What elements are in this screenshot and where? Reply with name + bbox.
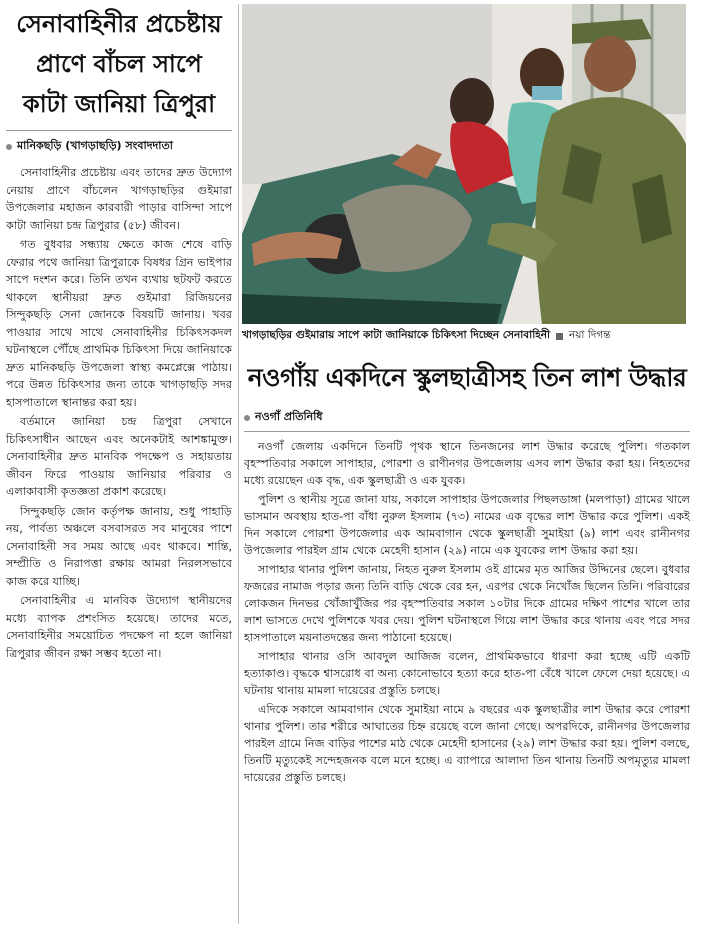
story2-paragraph: পুলিশ ও স্থানীয় সূত্রে জানা যায়, সকালে সাপাহার উপজেলার পিছলডাঙ্গা (মলপাড়া) গ্রামের খালে ভাসমান অবস্থায় হাত-পা বাঁধা নুরুল ইসলাম (৭৩) নামের এক বৃদ্ধের লাশ উদ্ধার করে পুলিশ। একই দিন সকালে পোরশা উপজেলার এক আমবাগান থেকে স্কুলছাত্রী সুমাইয়া (৯) লাশ এবং রানীনগর উপজেলার পারইল গ্রাম থেকে মেহেদী হাসান (২৯) নামে এক যুবকের লাশ উদ্ধার করা হয়।: [244, 493, 690, 557]
bullet-icon: [244, 415, 250, 421]
story1-paragraph: বর্তমানে জানিয়া চন্দ্র ত্রিপুরা সেখানে চিকিৎসাধীন আছেন এবং অনেকটাই আশঙ্কামুক্ত। সেনাবাহিনীর দ্রুত মানবিক পদক্ষেপ ও সহায়তায় জীবন ফিরে পাওয়ায় জানিয়ার পরিবার ও এলাকাবাসী কৃতজ্ঞতা প্রকাশ করেছে।: [6, 415, 232, 498]
bullet-icon: [6, 144, 12, 150]
story2-byline-text: নওগাঁ প্রতিনিধি: [255, 410, 323, 423]
story1-byline: [6, 137, 232, 156]
column-divider: [238, 4, 239, 924]
story1-rule: [6, 130, 232, 131]
story2-byline: [244, 408, 690, 427]
story2-column: [244, 360, 690, 788]
story1-headline: [6, 4, 232, 124]
story2-rule: [244, 431, 690, 432]
story2-paragraph: সাপাহার থানার পুলিশ জানায়, নিহত নুরুল ইসলাম ওই গ্রামের মৃত আজির উদ্দিনের ছেলে। বুধবার ফজরের নামাজ পড়ার জন্য তিনি বাড়ি থেকে বের হন, এরপর থেকে নিখোঁজ ছিলেন তিনি। পরিবারের লোকজন দিনভর খোঁজাখুঁজির পর বৃহস্পতিবার সকাল ১০টার দিকে গ্রামের দক্ষিণ পাশের খালে তার লাশ ভাসতে দেখে পুলিশকে খবর দেয়। পুলিশ ঘটনাস্থলে গিয়ে লাশ উদ্ধার করে থানায় এবং পরে সদর হাসপাতালে ময়নাতদন্তের জন্য পাঠানো হয়েছে।: [244, 563, 690, 644]
story2-paragraph: সাপাহার থানার ওসি আবদুল আজিজ বলেন, প্রাথমিকভাবে ধারণা করা হচ্ছে এটি একটি হত্যাকাণ্ড। বৃদ্ধকে শ্বাসরোধ বা অন্য কোনোভাবে হত্যা করে হাত-পা বেঁধে খালে ফেলে দেয়া হয়েছে। এ ঘটনায় থানায় মামলা দায়েরের প্রস্তুতি চলছে।: [244, 650, 690, 697]
news-photo: [242, 4, 686, 324]
story2-headline: নওগাঁয় একদিনে স্কুলছাত্রীসহ তিন লাশ উদ্ধার: [247, 363, 687, 392]
story1-paragraph: সিন্দুকছড়ি জোন কর্তৃপক্ষ জানায়, শুধু পাহাড়ি নয়, পার্বত্য অঞ্চলে বসবাসরত সব মানুষের পাশে সেনাবাহিনী সব সময় আছে এবং থাকবে। শান্তি, সম্প্রীতি ও নিরাপত্তা রক্ষায় আমরা নিরলসভাবে কাজ করে যাচ্ছি।: [6, 504, 232, 588]
photo-caption: [242, 328, 692, 345]
story1-headline-line: সেনাবাহিনীর প্রচেষ্টায়: [16, 10, 222, 38]
story1-paragraph: সেনাবাহিনীর এ মানবিক উদ্যোগ স্থানীয়দের মধ্যে ব্যাপক প্রশংসিত হয়েছে। তাদের মতে, সেনাবাহিনীর সময়োচিত পদক্ষেপ না হলে জানিয়া ত্রিপুরার জীবন রক্ষা সম্ভব হতো না।: [6, 594, 232, 660]
photo-illustration: [242, 4, 686, 324]
story1-byline-text: মানিকছড়ি (খাগড়াছড়ি) সংবাদদাতা: [17, 139, 173, 152]
story2-paragraph: এদিকে সকালে আমবাগান থেকে সুমাইয়া নামে ৯ বছরের এক স্কুলছাত্রীর লাশ উদ্ধার করে পোরশা থানার পুলিশ। তার শরীরে আঘাতের চিহ্ন রয়েছে বলে জানা গেছে। অপরদিকে, রানীনগর উপজেলার পারইল গ্রামে নিজ বাড়ির পাশের মাঠ থেকে মেহেদী হাসানের (২৯) লাশ উদ্ধার করা হয়। পুলিশ বলছে, তিনটি মৃত্যুকেই সন্দেহজনক বলে মনে হচ্ছে। এ ব্যাপারে আলাদা তিন থানায় তিনটি অপমৃত্যুর মামলা দায়েরের প্রস্তুতি চলছে।: [244, 703, 690, 784]
story1-headline-line: কাটা জানিয়া ত্রিপুরা: [22, 90, 216, 118]
story2-paragraph: নওগাঁ জেলায় একদিনে তিনটি পৃথক স্থানে তিনজনের লাশ উদ্ধার করেছে পুলিশ। গতকাল বৃহস্পতিবার সকালে সাপাহার, পোরশা ও রাণীনগর উপজেলায় এসব লাশ উদ্ধার করা হয়। নিহতদের মধ্যে রয়েছেন এক বৃদ্ধ, এক স্কুলছাত্রী ও এক যুবক।: [244, 440, 690, 487]
photo-source: নয়া দিগন্ত: [568, 329, 611, 341]
square-bullet-icon: [556, 333, 563, 340]
story1-column: [6, 4, 232, 664]
story1-paragraph: গত বুধবার সন্ধ্যায় ক্ষেতে কাজ শেষে বাড়ি ফেরার পথে জানিয়া ত্রিপুরাকে বিষধর গ্রিন ভাইপার সাপে দংশন করে। তিনি তখন ব্যথায় ছটফট করতে থাকলে স্থানীয়রা দ্রুত গুইমারা রিজিয়নের সিন্দুকছড়ি সেনা জোনকে বিষয়টি জানায়। খবর পাওয়ার সাথে সাথে সেনাবাহিনীর চিকিৎসকদল ঘটনাস্থলে পৌঁছে প্রাথমিক চিকিৎসা দিয়ে জানিয়াকে দ্রুত মানিকছড়ি উপজেলা স্বাস্থ্য কমপ্লেক্সে পাঠায়। পরে উন্নত চিকিৎসার জন্য তাকে খাগড়াছড়ি সদর হাসপাতালে স্থানান্তর করা হয়।: [6, 238, 232, 409]
story1-headline-line: প্রাণে বাঁচল সাপে: [36, 50, 202, 78]
story1-paragraph: সেনাবাহিনীর প্রচেষ্টায় এবং তাদের দ্রুত উদ্যোগ নেয়ায় প্রাণে বাঁচলেন খাগড়াছড়ির গুইমারা উপজেলার মহাজন কারবারী পাড়ার বাসিন্দা সাপে কাটা জানিয়া চন্দ্র ত্রিপুরার (৫৮) জীবন।: [6, 166, 232, 232]
photo-caption-text: খাগড়াছড়ির গুইমারায় সাপে কাটা জানিয়াকে চিকিৎসা দিচ্ছেন সেনাবাহিনী: [242, 329, 550, 341]
